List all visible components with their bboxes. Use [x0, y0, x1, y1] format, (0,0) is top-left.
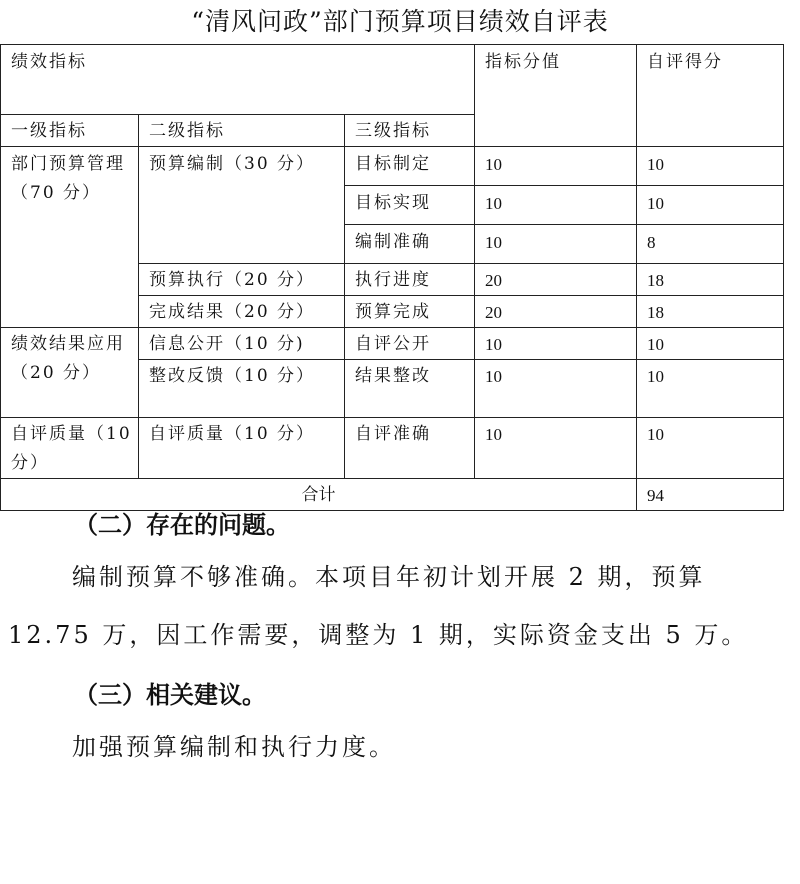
level3-cell: 目标制定 — [345, 147, 475, 186]
total-row — [1, 479, 784, 511]
table-row — [1, 418, 784, 479]
level2-cell: 整改反馈（10 分） — [139, 360, 345, 418]
header-indicator: 绩效指标 — [1, 45, 475, 115]
weight-cell: 10 — [475, 328, 637, 360]
page-title: “清风问政”部门预算项目绩效自评表 — [191, 7, 609, 36]
level2-cell: 预算编制（30 分） — [139, 147, 345, 264]
total-label: 合计 — [1, 479, 637, 511]
level3-cell: 执行进度 — [345, 264, 475, 296]
level3-cell: 自评公开 — [345, 328, 475, 360]
weight-cell: 10 — [475, 225, 637, 264]
level2-cell: 预算执行（20 分） — [139, 264, 345, 296]
table-header-row — [1, 45, 784, 115]
level3-cell: 目标实现 — [345, 186, 475, 225]
level2-cell: 信息公开（10 分) — [139, 328, 345, 360]
weight-cell: 10 — [475, 418, 637, 479]
score-cell: 10 — [637, 328, 784, 360]
header-level2: 二级指标 — [139, 115, 345, 147]
section2-paragraph-line1: 编制预算不够准确。本项目年初计划开展 2 期，预算 — [72, 563, 706, 591]
weight-cell: 20 — [475, 296, 637, 328]
level3-cell: 自评准确 — [345, 418, 475, 479]
score-cell: 10 — [637, 186, 784, 225]
level1-cell: 部门预算管理（70 分） — [1, 147, 139, 328]
header-level1: 一级指标 — [1, 115, 139, 147]
score-cell: 18 — [637, 264, 784, 296]
score-cell: 10 — [637, 360, 784, 418]
section3-paragraph: 加强预算编制和执行力度。 — [72, 733, 396, 761]
evaluation-table — [0, 44, 784, 511]
weight-cell: 10 — [475, 147, 637, 186]
level3-cell: 编制准确 — [345, 225, 475, 264]
section3-heading: （三）相关建议。 — [74, 680, 266, 709]
table-row — [1, 328, 784, 360]
score-cell: 10 — [637, 147, 784, 186]
weight-cell: 20 — [475, 264, 637, 296]
level3-cell: 预算完成 — [345, 296, 475, 328]
section2-paragraph-line2: 12.75 万，因工作需要，调整为 1 期，实际资金支出 5 万。 — [8, 621, 749, 649]
table-row — [1, 147, 784, 186]
level3-cell: 结果整改 — [345, 360, 475, 418]
score-cell: 10 — [637, 418, 784, 479]
header-self-score: 自评得分 — [637, 45, 784, 147]
level2-cell: 自评质量（10 分） — [139, 418, 345, 479]
header-level3: 三级指标 — [345, 115, 475, 147]
score-cell: 18 — [637, 296, 784, 328]
level1-cell: 自评质量（10 分） — [1, 418, 139, 479]
weight-cell: 10 — [475, 360, 637, 418]
weight-cell: 10 — [475, 186, 637, 225]
section2-heading: （二）存在的问题。 — [74, 510, 290, 539]
level1-cell: 绩效结果应用（20 分） — [1, 328, 139, 418]
header-weight: 指标分值 — [475, 45, 637, 147]
level2-cell: 完成结果（20 分） — [139, 296, 345, 328]
total-score: 94 — [637, 479, 784, 511]
score-cell: 8 — [637, 225, 784, 264]
